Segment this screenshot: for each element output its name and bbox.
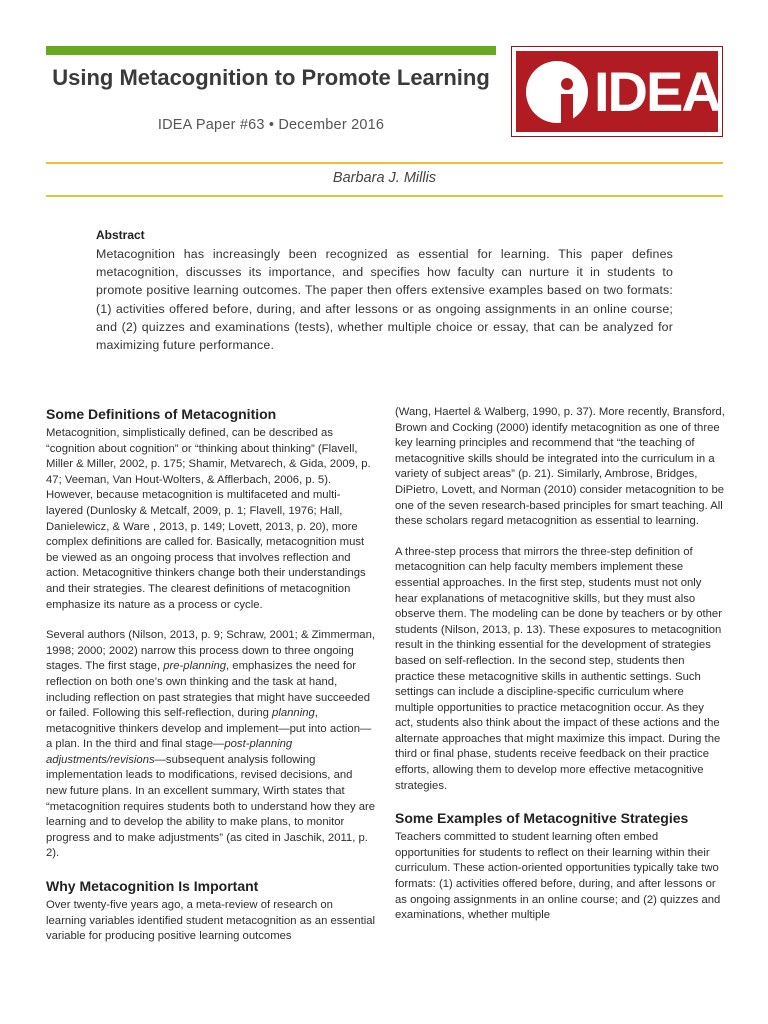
paragraph: Teachers committed to student learning often embed opportunities for students to reflect on their learning within their curriculum. These action-oriented opportunities typically take two formats: (1) activities offered before, during, and after lessons or as ongoing assignments in an online course; and (2) quizzes and examinations, whether multiple xyxy=(395,831,721,922)
header-accent-bar xyxy=(46,46,496,55)
paragraph: Several authors (Nilson, 2013, p. 9; Schraw, 2001; & Zimmerman, 1998; 2000; 2002) narrow this process down to three ongoing stages. The first stage, pre-planning, emphasizes the need for reflection on both one’s own thinking and the task at hand, including reflection on past strategies that might have succeeded or failed. Following this self-reflection, during planning, metacognitive thinkers develop and implement—put into action—a plan. In the third and final stage—post-planning adjustments/revisions—subsequent analysis following implementation leads to modifications, revised decisions, and new future plans. In an excellent summary, Wirth states that “metacognition requires students both to understand how they are learning and to develop the ability to make plans, to monitor progress and to make adjustments” (as cited in Jaschik, 2011, p. 2). xyxy=(46,629,376,860)
paragraph: (Wang, Haertel & Walberg, 1990, p. 37). More recently, Bransford, Brown and Cocking (2000) identify metacognition as one of three key learning principles and recommend that “the teaching of metacognitive skills should be integrated into the curriculum in a variety of subject areas” (p. 21). Similarly, Ambrose, Bridges, DiPietro, Lovett, and Norman (2010) consider metacognition to be one of the seven research-based principles for smart teaching. All these scholars regard metacognition as essential to learning. xyxy=(395,406,725,528)
info-icon xyxy=(526,61,588,123)
section-heading-definitions: Some Definitions of Metacognition xyxy=(46,406,277,422)
author-rule-top xyxy=(46,162,723,164)
idea-logo xyxy=(511,46,723,137)
author-rule-bottom xyxy=(46,195,723,197)
section-heading-importance: Why Metacognition Is Important xyxy=(46,878,259,895)
author-name: Barbara J. Millis xyxy=(332,170,437,186)
right-column xyxy=(395,405,725,939)
abstract-body: Metacognition has increasingly been recognized as essential for learning. This paper defines metacognition, discusses its importance, and specifies how faculty can nurture it in students to promote positive learning outcomes. The paper then offers extensive examples based on two formats: (1) activities offered before, during, and after lessons or as ongoing assignments in an online course; and (2) quizzes and examinations (tests), whether multiple choice or essay, that can be analyzed for maximizing future performance. xyxy=(96,247,673,353)
logo-text: IDEA xyxy=(594,60,720,123)
paragraph: A three-step process that mirrors the three-step definition of metacognition can help faculty members implement these essential approaches. In the first step, students must not only hear explanations of metacognitive skills, but they must also observe them. The modeling can be done by teachers or by other students (Nilson, 2013, p. 13). These exposures to metacognition result in the thinking essential for the development of strategies based on self-reflection. In the second step, students then practice these metacognitive skills in authentic settings. Such settings can include a discipline-specific curriculum where multiple opportunities to practice metacognition occur. As they act, students also think about the impact of these actions and the alternate approaches that might maximize this impact. During the third or final phase, students receive feedback on their practice efforts, allowing them to develop more effective metacognitive strategies. xyxy=(395,545,722,792)
paragraph: Over twenty-five years ago, a meta-review of research on learning variables identified student metacognition as an essential variable for producing positive learning outcomes xyxy=(46,899,376,943)
abstract-heading: Abstract xyxy=(96,228,145,242)
paper-subtitle: IDEA Paper #63 • December 2016 xyxy=(157,117,385,133)
paper-title: Using Metacognition to Promote Learning xyxy=(52,65,490,90)
paragraph: Metacognition, simplistically defined, can be described as “cognition about cognition” or “thinking about thinking” (Flavell, Miller & Miller, 2002, p. 175; Shamir, Metvarech, & Gida, 2009, p. 47; Veeman, Van Hout-Wolters, & Afflerbach, 2006, p. 5). However, because metacognition is multifaceted and multi-layered (Dunlosky & Metcalf, 2009, p. 1; Flavell, 1976; Hall, Danielewicz, & Ware , 2013, p. 149; Lovett, 2013, p. 20), more complex definitions are called for. Basically, metacognition must be viewed as an ongoing process that involves reflection and action. Metacognitive thinkers change both their understandings and their strategies. The clearest definitions of metacognition emphasize its nature as a process or cycle. xyxy=(46,427,371,611)
left-column xyxy=(46,405,376,960)
section-heading-examples: Some Examples of Metacognitive Strategies xyxy=(395,810,689,827)
